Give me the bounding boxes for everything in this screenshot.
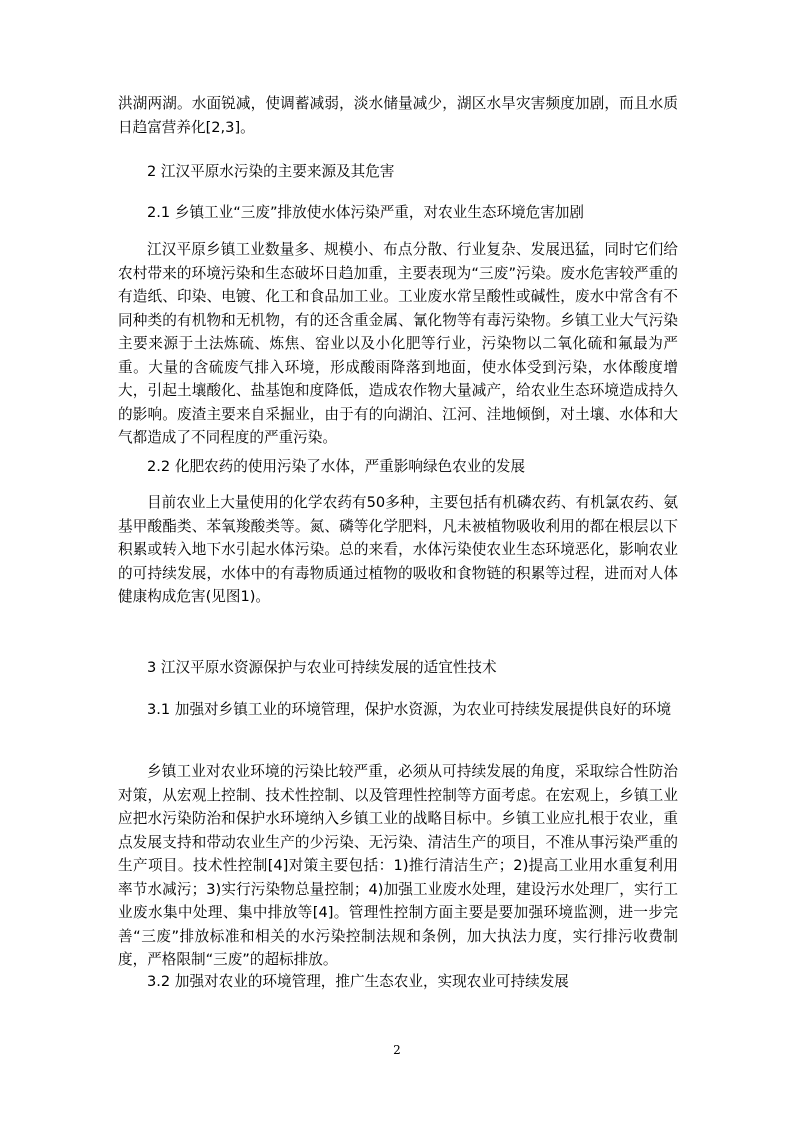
subsection-heading-3-2: 3.2 加强对农业的环境管理，推广生态农业，实现农业可持续发展: [147, 973, 569, 990]
paragraph-2-1: 江汉平原乡镇工业数量多、规模小、布点分散、行业复杂、发展迅猛，同时它们给农村带来的环境污染和生态破坏日趋加重，主要表现为“三废”污染。废水危害较严重的有造纸、印染、电镀、化工和食品加工业。工业废水常呈酸性或碱性，废水中常含有不同种类的有机物和无机物，有的还含重金属、氰化物等有毒污染物。乡镇工业大气污染主要来源于土法炼硫、炼焦、窑业以及小化肥等行业，污染物以二氧化硫和氟最为严重。大量的含硫废气排入环境，形成酸雨降落到地面，使水体受到污染，水体酸度增大，引起土壤酸化、盐基饱和度降低，造成农作物大量减产，给农业生态环境造成持久的影响。废渣主要来自采掘业，由于有的向湖泊、江河、洼地倾倒，对土壤、水体和大气都造成了不同程度的严重污染。: [118, 241, 678, 446]
paragraph-continued: 洪湖两湖。水面锐减，使调蓄减弱，淡水储量减少，湖区水旱灾害频度加剧，而且水质日趋富营养化[2,3]。: [118, 95, 678, 136]
paragraph-2-2: 目前农业上大量使用的化学农药有50多种，主要包括有机磷农药、有机氯农药、氨基甲酸酯类、苯氧羧酸类等。氮、磷等化学肥料，凡未被植物吸收利用的都在根层以下积累或转入地下水引起水体污染。总的来看，水体污染使农业生态环境恶化，影响农业的可持续发展，水体中的有毒物质通过植物的吸收和食物链的积累等过程，进而对人体健康构成危害(见图1)。: [118, 494, 678, 605]
subsection-heading-2-2: 2.2 化肥农药的使用污染了水体，严重影响绿色农业的发展: [147, 458, 526, 475]
section-heading-3: 3 江汉平原水资源保护与农业可持续发展的适宜性技术: [147, 659, 497, 676]
section-heading-2: 2 江汉平原水污染的主要来源及其危害: [147, 163, 395, 180]
subsection-heading-2-1: 2.1 乡镇工业“三废”排放使水体污染严重，对农业生态环境危害加剧: [147, 204, 585, 221]
page-number: 2: [393, 1043, 401, 1057]
paragraph-3-1: 乡镇工业对农业环境的污染比较严重，必须从可持续发展的角度，采取综合性防治对策，从宏观上控制、技术性控制、以及管理性控制等方面考虑。在宏观上，乡镇工业应把水污染防治和保护水环境纳入乡镇工业的战略目标中。乡镇工业应扎根于农业，重点发展支持和带动农业生产的少污染、无污染、清洁生产的项目，不准从事污染严重的生产项目。技术性控制[4]对策主要包括：1)推行清洁生产；2)提高工业用水重复利用率节水减污；3)实行污染物总量控制；4)加强工业废水处理，建设污水处理厂，实行工业废水集中处理、集中排放等[4]。管理性控制方面主要是要加强环境监测，进一步完善“三废”排放标准和相关的水污染控制法规和条例，加大执法力度，实行排污收费制度，严格限制“三废”的超标排放。: [118, 763, 678, 968]
subsection-heading-3-1: 3.1 加强对乡镇工业的环境管理，保护水资源，为农业可持续发展提供良好的环境: [147, 701, 672, 718]
